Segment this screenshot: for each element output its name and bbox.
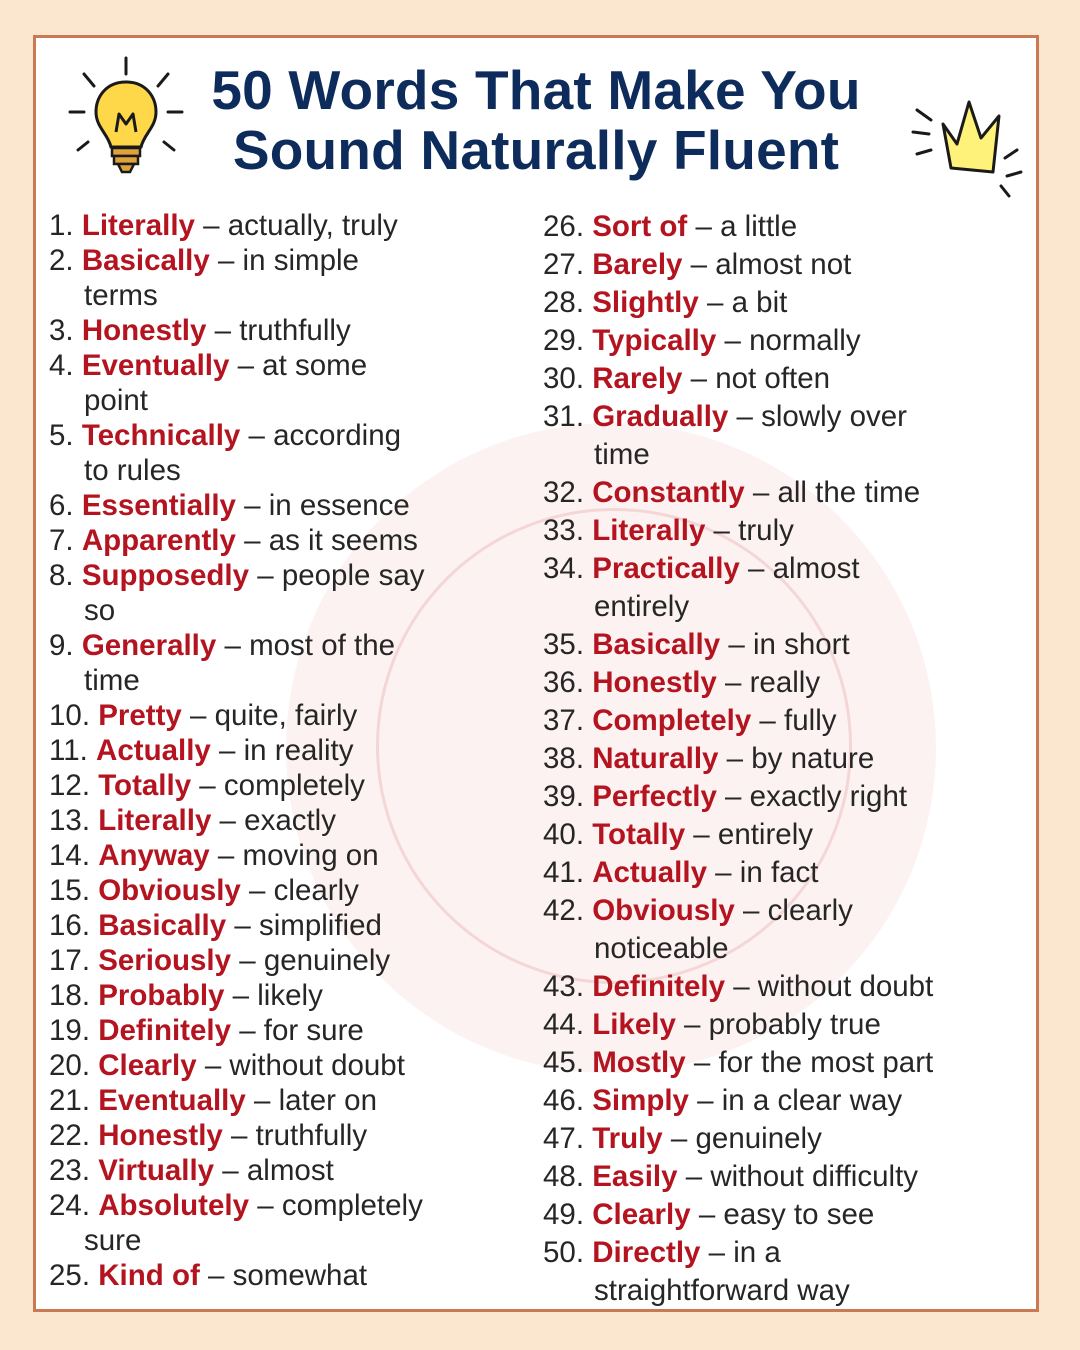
list-item <box>543 626 1038 664</box>
item-number: 7. <box>49 524 74 557</box>
item-number: 43. <box>543 970 585 1003</box>
item-number: 46. <box>543 1084 585 1117</box>
item-word: Honestly <box>81 314 207 347</box>
list-item <box>543 1120 1038 1158</box>
item-word: Basically <box>98 909 227 942</box>
item-word: Clearly <box>98 1049 197 1082</box>
item-number: 36. <box>543 666 585 699</box>
item-word: Clearly <box>592 1198 691 1231</box>
list-item <box>49 488 529 523</box>
item-number: 25. <box>49 1259 91 1292</box>
item-meaning: – quite, fairly <box>181 699 358 732</box>
list-item <box>543 398 1038 474</box>
item-meaning: – most of the <box>216 629 396 662</box>
item-number: 19. <box>49 1014 91 1047</box>
item-word: Obviously <box>592 894 735 927</box>
item-meaning-continued: time <box>594 438 650 471</box>
item-number: 34. <box>543 552 585 585</box>
list-item <box>49 348 529 418</box>
list-item <box>49 1188 529 1258</box>
item-number: 44. <box>543 1008 585 1041</box>
list-item <box>543 1082 1038 1120</box>
item-meaning: – as it seems <box>235 524 418 557</box>
item-word: Eventually <box>98 1084 246 1117</box>
list-item <box>543 474 1038 512</box>
item-number: 41. <box>543 856 585 889</box>
item-number: 12. <box>49 769 91 802</box>
item-meaning: – genuinely <box>662 1122 822 1155</box>
item-number: 18. <box>49 979 91 1012</box>
item-meaning: – almost <box>214 1154 334 1187</box>
item-word: Likely <box>592 1008 676 1041</box>
item-word: Slightly <box>592 286 699 319</box>
list-item <box>49 768 529 803</box>
item-word: Truly <box>592 1122 663 1155</box>
item-meaning-continued: straightforward way <box>594 1274 850 1307</box>
item-word: Honestly <box>592 666 717 699</box>
list-item <box>543 968 1038 1006</box>
item-meaning: – exactly <box>211 804 336 837</box>
item-word: Actually <box>96 734 211 767</box>
item-meaning: – completely <box>249 1189 423 1222</box>
item-word: Kind of <box>98 1259 200 1292</box>
item-word: Pretty <box>98 699 182 732</box>
item-meaning-continued: point <box>84 384 148 417</box>
item-word: Actually <box>592 856 707 889</box>
item-number: 16. <box>49 909 91 942</box>
item-meaning: – probably true <box>675 1008 881 1041</box>
item-word: Virtually <box>98 1154 215 1187</box>
list-item <box>49 628 529 698</box>
title-line-1: 50 Words That Make You <box>211 59 861 121</box>
item-word: Absolutely <box>98 1189 250 1222</box>
title-line-2: Sound Naturally Fluent <box>232 119 840 181</box>
item-word: Literally <box>592 514 706 547</box>
item-meaning: – in short <box>720 628 850 661</box>
left-word-list <box>49 208 529 1293</box>
item-meaning: – clearly <box>734 894 853 927</box>
item-meaning: – a little <box>687 210 798 243</box>
list-item <box>543 322 1038 360</box>
item-number: 3. <box>49 314 74 347</box>
item-meaning: – almost <box>739 552 860 585</box>
list-item <box>543 664 1038 702</box>
item-word: Easily <box>592 1160 678 1193</box>
list-item <box>49 838 529 873</box>
list-item <box>49 943 529 978</box>
list-item <box>543 1158 1038 1196</box>
list-item <box>49 1118 529 1153</box>
poster-card <box>33 35 1039 1312</box>
item-number: 27. <box>543 248 585 281</box>
item-number: 29. <box>543 324 585 357</box>
list-item <box>543 702 1038 740</box>
list-item <box>49 523 529 558</box>
list-item <box>543 1006 1038 1044</box>
item-number: 8. <box>49 559 74 592</box>
item-meaning: – actually, truly <box>194 209 398 242</box>
item-meaning-continued: sure <box>84 1224 142 1257</box>
item-number: 10. <box>49 699 91 732</box>
item-meaning: – moving on <box>209 839 379 872</box>
list-item <box>543 512 1038 550</box>
item-word: Barely <box>592 248 683 281</box>
list-item <box>543 208 1038 246</box>
item-meaning: – without difficulty <box>677 1160 919 1193</box>
list-item <box>543 778 1038 816</box>
item-meaning: – clearly <box>240 874 359 907</box>
item-word: Obviously <box>98 874 241 907</box>
item-number: 2. <box>49 244 74 277</box>
item-word: Apparently <box>81 524 236 557</box>
item-number: 6. <box>49 489 74 522</box>
item-word: Literally <box>81 209 195 242</box>
item-word: Totally <box>98 769 192 802</box>
list-item <box>543 816 1038 854</box>
item-word: Completely <box>592 704 752 737</box>
list-item <box>49 908 529 943</box>
item-number: 15. <box>49 874 91 907</box>
item-number: 35. <box>543 628 585 661</box>
item-meaning-continued: to rules <box>84 454 181 487</box>
list-item <box>49 1083 529 1118</box>
list-item <box>543 854 1038 892</box>
list-item <box>543 892 1038 968</box>
list-item <box>49 208 529 243</box>
item-meaning: – genuinely <box>231 944 391 977</box>
item-word: Supposedly <box>81 559 250 592</box>
item-word: Gradually <box>592 400 729 433</box>
item-meaning: – by nature <box>718 742 875 775</box>
list-item <box>49 1258 529 1293</box>
item-meaning: – for the most part <box>685 1046 934 1079</box>
item-meaning-continued: time <box>84 664 140 697</box>
item-number: 48. <box>543 1160 585 1193</box>
item-meaning: – in essence <box>235 489 410 522</box>
item-number: 26. <box>543 210 585 243</box>
item-meaning-continued: so <box>84 594 116 627</box>
list-item <box>543 1196 1038 1234</box>
item-meaning: – later on <box>245 1084 377 1117</box>
list-item <box>49 803 529 838</box>
item-number: 5. <box>49 419 74 452</box>
right-word-list <box>543 208 1038 1310</box>
item-number: 32. <box>543 476 585 509</box>
item-meaning: – almost not <box>682 248 852 281</box>
item-number: 31. <box>543 400 585 433</box>
item-word: Generally <box>81 629 217 662</box>
list-item <box>543 550 1038 626</box>
item-meaning: – likely <box>224 979 323 1012</box>
list-item <box>49 1013 529 1048</box>
item-number: 20. <box>49 1049 91 1082</box>
item-meaning: – at some <box>229 349 368 382</box>
item-meaning-continued: terms <box>84 279 158 312</box>
item-meaning: – in a <box>700 1236 781 1269</box>
list-item <box>49 698 529 733</box>
item-meaning: – truly <box>705 514 794 547</box>
item-meaning: – exactly right <box>716 780 908 813</box>
item-meaning: – in fact <box>706 856 819 889</box>
item-word: Definitely <box>592 970 725 1003</box>
list-item <box>543 246 1038 284</box>
item-word: Honestly <box>98 1119 223 1152</box>
item-number: 11. <box>49 734 88 767</box>
item-word: Definitely <box>98 1014 231 1047</box>
item-word: Seriously <box>98 944 232 977</box>
item-meaning-continued: entirely <box>594 590 690 623</box>
item-word: Simply <box>592 1084 689 1117</box>
item-word: Perfectly <box>592 780 717 813</box>
item-number: 17. <box>49 944 91 977</box>
item-number: 28. <box>543 286 585 319</box>
list-item <box>49 873 529 908</box>
item-word: Basically <box>592 628 721 661</box>
item-meaning: – without doubt <box>725 970 934 1003</box>
item-word: Naturally <box>592 742 719 775</box>
list-item <box>49 558 529 628</box>
list-item <box>543 1234 1038 1310</box>
item-meaning: – truthfully <box>222 1119 368 1152</box>
item-word: Eventually <box>81 349 230 382</box>
page-title <box>36 60 1036 180</box>
item-meaning: – fully <box>751 704 837 737</box>
item-number: 38. <box>543 742 585 775</box>
item-word: Mostly <box>592 1046 686 1079</box>
item-number: 9. <box>49 629 74 662</box>
list-item <box>543 740 1038 778</box>
item-number: 39. <box>543 780 585 813</box>
item-meaning: – easy to see <box>690 1198 875 1231</box>
item-meaning: – entirely <box>685 818 814 851</box>
item-word: Constantly <box>592 476 745 509</box>
item-meaning: – all the time <box>744 476 921 509</box>
item-word: Sort of <box>592 210 688 243</box>
item-number: 47. <box>543 1122 585 1155</box>
list-item <box>49 313 529 348</box>
item-number: 13. <box>49 804 91 837</box>
item-number: 45. <box>543 1046 585 1079</box>
item-meaning: – in simple <box>209 244 359 277</box>
item-meaning: – really <box>716 666 821 699</box>
item-word: Technically <box>81 419 241 452</box>
item-number: 33. <box>543 514 585 547</box>
list-item <box>49 1153 529 1188</box>
list-item <box>49 978 529 1013</box>
item-word: Typically <box>592 324 717 357</box>
item-word: Probably <box>98 979 225 1012</box>
item-number: 42. <box>543 894 585 927</box>
item-meaning: – simplified <box>226 909 382 942</box>
list-item <box>543 1044 1038 1082</box>
item-meaning: – truthfully <box>206 314 351 347</box>
item-meaning: – completely <box>191 769 365 802</box>
item-meaning: – without doubt <box>196 1049 405 1082</box>
item-meaning: – somewhat <box>199 1259 368 1292</box>
list-item <box>49 733 529 768</box>
item-meaning: – slowly over <box>728 400 907 433</box>
item-word: Practically <box>592 552 740 585</box>
item-number: 50. <box>543 1236 585 1269</box>
item-meaning: – people say <box>249 559 425 592</box>
item-number: 24. <box>49 1189 91 1222</box>
item-meaning: – for sure <box>231 1014 364 1047</box>
item-number: 40. <box>543 818 585 851</box>
item-number: 1. <box>49 209 74 242</box>
item-number: 21. <box>49 1084 91 1117</box>
item-meaning: – normally <box>716 324 861 357</box>
item-meaning: – not often <box>682 362 831 395</box>
item-number: 22. <box>49 1119 91 1152</box>
list-item <box>49 1048 529 1083</box>
item-number: 37. <box>543 704 585 737</box>
item-number: 14. <box>49 839 91 872</box>
item-number: 30. <box>543 362 585 395</box>
item-meaning: – a bit <box>698 286 788 319</box>
item-meaning: – according <box>240 419 402 452</box>
list-item <box>543 284 1038 322</box>
item-word: Essentially <box>81 489 236 522</box>
list-item <box>543 360 1038 398</box>
item-word: Rarely <box>592 362 683 395</box>
item-number: 49. <box>543 1198 585 1231</box>
list-item <box>49 243 529 313</box>
item-meaning-continued: noticeable <box>594 932 729 965</box>
item-number: 4. <box>49 349 74 382</box>
item-meaning: – in a clear way <box>688 1084 903 1117</box>
item-word: Basically <box>81 244 210 277</box>
list-item <box>49 418 529 488</box>
item-word: Literally <box>98 804 212 837</box>
item-word: Anyway <box>98 839 210 872</box>
item-word: Directly <box>592 1236 701 1269</box>
item-number: 23. <box>49 1154 91 1187</box>
item-meaning: – in reality <box>210 734 354 767</box>
item-word: Totally <box>592 818 686 851</box>
